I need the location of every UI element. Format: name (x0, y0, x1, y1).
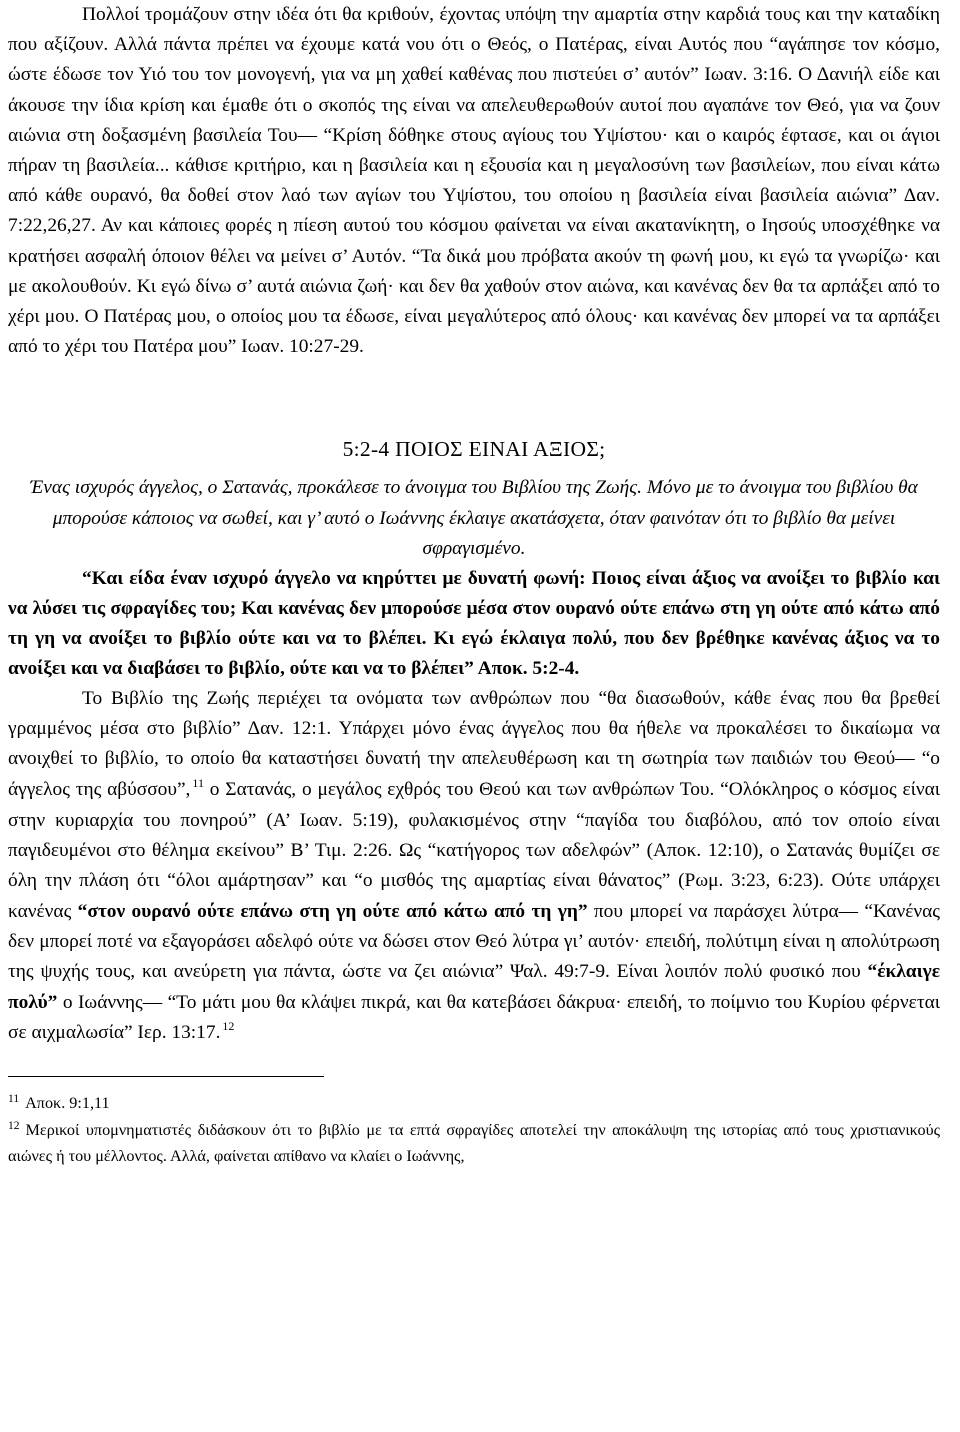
footnote-11 (8, 1091, 940, 1118)
footnote-number: 11 (8, 1093, 20, 1106)
footnote-text: Αποκ. 9:1,11 (25, 1094, 110, 1113)
footnote-text: Μερικοί υπομνηματιστές διδάσκουν ότι το βιβλίο με τα επτά σφραγίδες αποτελεί την αποκάλυψη της ιστορίας από τους χριστιανικούς αιώνες ή του μέλλοντος. Αλλά, φαίνεται απίθανο να κλαίει ο Ιωάννης, (8, 1120, 940, 1166)
paragraph-text: Το Βιβλίο της Ζωής περιέχει τα ονόματα των ανθρώπων που “θα διασωθούν, κάθε ένας που θα βρεθεί γραμμένος μέσα στο βιβλίο” Δαν. 12:1. Υπάρχει μόνο ένας άγγελος που θα ήθελε να προκαλέσει το δικαίωμα να ανοιχθεί το βιβλίο, το οποίο θα καταστήσει δυνατή την απελευθέρωση και τη σωτηρία των παιδιών του Θεού— “ο άγγελος της αβύσσου”, (8, 687, 940, 800)
emphasis-text: “έκλαιγε πολύ” (8, 961, 940, 1013)
page-content (8, 0, 940, 1169)
paragraph-text: που μπορεί να παράσχει λύτρα— “Κανένας δεν μπορεί ποτέ να εξαγοράσει αδελφό ούτε να δώσει στον Θεό λύτρα γι’ αυτόν· επειδή, πολύτιμη είναι η απολύτρωση της ψυχής τους, και ανεύρετη για πάντα, ώστε να ζει αιώνια” Ψαλ. 49:7-9. Είναι λοιπόν πολύ φυσικό που (8, 900, 940, 983)
footnote-ref-11[interactable]: 11 (192, 775, 204, 790)
body-paragraph-2 (8, 684, 940, 1050)
section-heading: 5:2-4 ΠΟΙΟΣ ΕΙΝΑΙ ΑΞΙΟΣ; (342, 437, 606, 462)
footnote-number: 12 (8, 1119, 20, 1132)
scripture-quote: “Και είδα έναν ισχυρό άγγελο να κηρύττει με δυνατή φωνή: Ποιος είναι άξιος να ανοίξει το βιβλίο και να λύσει τις σφραγίδες του; Και κανένας δεν μπορούσε μέσα στον ουρανό ούτε επάνω στη γη ούτε από κάτω από τη γη να ανοίξει το βιβλίο ούτε και να το βλέπει. Κι εγώ έκλαιγα πολύ, που δεν βρέθηκε κανένας άξιος να το ανοίξει και να διαβάσει το βιβλίο, ούτε και να το βλέπει” Αποκ. 5:2-4. (8, 568, 940, 679)
body-paragraph-1: Πολλοί τρομάζουν στην ιδέα ότι θα κριθούν, έχοντας υπόψη την αμαρτία στην καρδιά τους και την καταδίκη που αξίζουν. Αλλά πάντα πρέπει να έχουμε κατά νου ότι ο Θεός, ο Πατέρας, είναι Αυτός που “αγάπησε τον κόσμο, ώστε έδωσε τον Υιό του τον μονογενή, για να μη χαθεί καθένας που πιστεύει σ’ αυτόν” Ιωαν. 3:16. Ο Δανιήλ είδε και άκουσε την ίδια κρίση και έμαθε ότι ο σκοπός της είναι να απελευθερωθούν αυτοί που αγαπάνε τον Θεό, για να ζουν αιώνια στη δοξασμένη βασιλεία Του— “Κρίση δόθηκε στους αγίους του Υψίστου· και ο καιρός έφτασε, και οι άγιοι πήραν τη βασιλεία... κάθισε κριτήριο, και η βασιλεία και η εξουσία και η μεγαλοσύνη των βασιλείων, που είναι κάτω από κάθε ουρανό, θα δοθεί στον λαό των αγίων του Υψίστου, του οποίου η βασιλεία είναι βασιλεία αιώνια” Δαν. 7:22,26,27. Αν και κάποιες φορές η πίεση αυτού του κόσμου φαίνεται να είναι ακατανίκητη, ο Ιησούς υποσχέθηκε να κρατήσει ασφαλή όποιον θέλει να μείνει σ’ Αυτόν. “Τα δικά μου πρόβατα ακούν τη φωνή μου, κι εγώ τα γνωρίζω· και με ακολουθούν. Κι εγώ δίνω σ’ αυτά αιώνια ζωή· και δεν θα χαθούν στον αιώνα, και κανένας δεν θα τα αρπάξει από το χέρι μου. Ο Πατέρας μου, ο οποίος μου τα έδωσε, είναι μεγαλύτερος από όλους· και κανένας δεν μπορεί να τα αρπάξει από το χέρι του Πατέρα μου” Ιωαν. 10:27-29. (8, 4, 940, 358)
footnote-12 (8, 1118, 940, 1169)
footnote-divider (8, 1076, 324, 1077)
paragraph-text: ο Ιωάννης— “Το μάτι μου θα κλάψει πικρά, και θα κατεβάσει δάκρυα· επειδή, το ποίμνιο του Κυρίου φέρνεται σε αιχμαλωσία” Ιερ. 13:17. (8, 991, 940, 1043)
footnotes (8, 1091, 940, 1169)
footnote-ref-12[interactable]: 12 (222, 1018, 235, 1033)
paragraph-text: ο Σατανάς, ο μεγάλος εχθρός του Θεού και των ανθρώπων Του. “Ολόκληρος ο κόσμος είναι στην κυριαρχία του πονηρού” (Α’ Ιωαν. 5:19), φυλακισμένος στην “παγίδα του διαβόλου, από τον οποίο είναι παγιδευμένοι στο θέλημα εκείνου” Β’ Τιμ. 2:26. Ως “κατήγορος των αδελφών” (Αποκ. 12:10), ο Σατανάς θυμίζει σε όλη την πλάση ότι “όλοι αμάρτησαν” και “ο μισθός της αμαρτίας είναι θάνατος” (Ρωμ. 3:23, 6:23). Ούτε υπάρχει κανένας (8, 778, 940, 922)
emphasis-text: “στον ουρανό ούτε επάνω στη γη ούτε από κάτω από τη γη” (77, 900, 588, 922)
section-summary: Ένας ισχυρός άγγελος, ο Σατανάς, προκάλεσε το άνοιγμα του Βιβλίου της Ζωής. Μόνο με το άνοιγμα του βιβλίου θα μπορούσε κάποιος να σωθεί, και γ’ αυτό ο Ιωάννης έκλαιγε ακατάσχετα, όταν φαινόταν ότι το βιβλίο θα μείνει σφραγισμένο. (30, 477, 918, 559)
